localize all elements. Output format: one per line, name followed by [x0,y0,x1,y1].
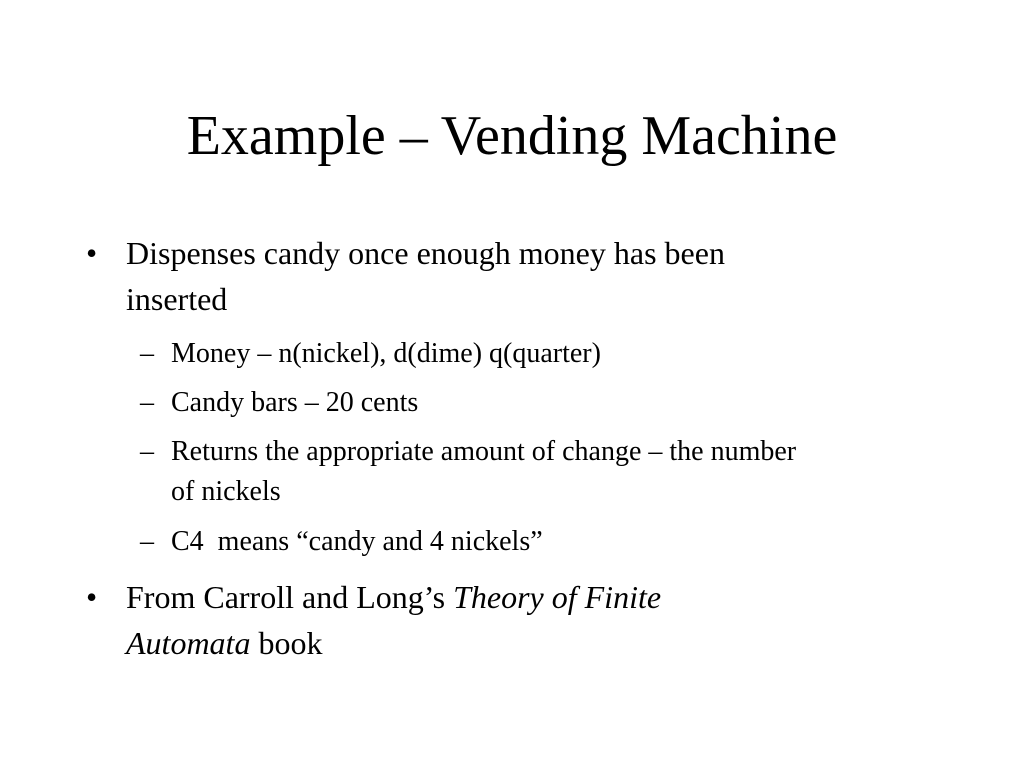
bullet-mark: • [86,579,98,615]
bullet-mark: • [86,235,98,271]
sub-bullet-text-line: Returns the appropriate amount of change – the number [171,436,797,467]
sub-bullet-text-line: of nickels [171,476,281,507]
sub-bullet-mark: – [140,436,154,467]
sub-bullet-text [171,432,951,512]
bullet-text-line: Dispenses candy once enough money has been [126,235,725,271]
bullet-text-suffix: book [250,625,323,661]
sub-bullet-mark: – [140,526,154,557]
sub-bullet-mark: – [140,387,154,418]
book-title-part: Theory of Finite [453,579,662,615]
bullet-text-line [126,620,936,666]
slide-title: Example – Vending Machine [186,105,838,167]
bullet-text [126,574,936,666]
bullet-text-line [126,574,936,620]
bullet-text-prefix: From Carroll and Long’s [126,579,454,615]
bullet-text-line: inserted [126,281,228,317]
book-title-part: Automata [126,625,251,661]
sub-bullet-mark: – [140,338,154,369]
bullet-text [126,230,936,322]
sub-bullet-text: Money – n(nickel), d(dime) q(quarter) [171,338,601,369]
sub-bullet-text: Candy bars – 20 cents [171,387,419,418]
sub-bullet-text: C4 means “candy and 4 nickels” [171,526,543,557]
